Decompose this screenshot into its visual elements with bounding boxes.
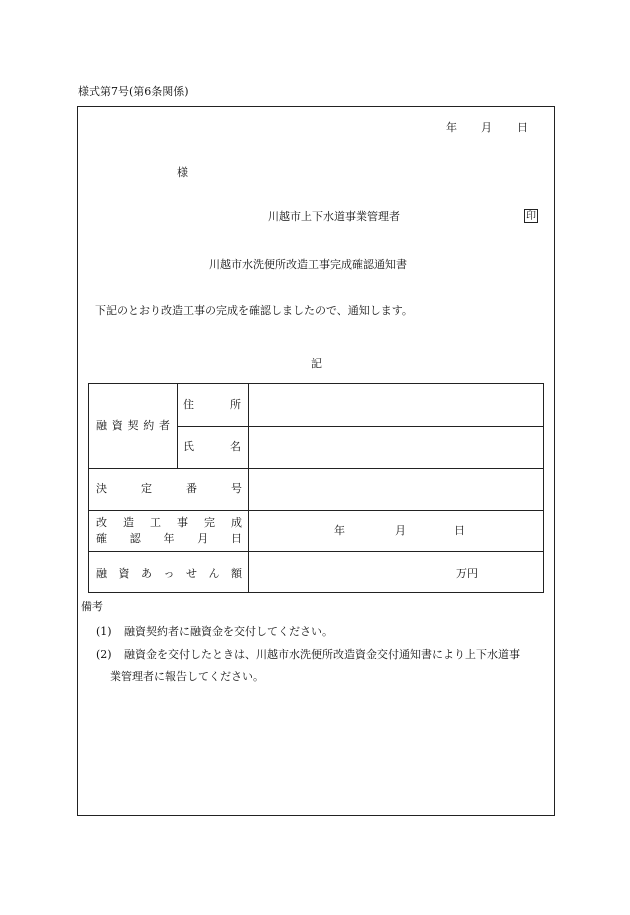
address-field[interactable] [249, 384, 543, 426]
recipient-honorific: 様 [177, 166, 188, 179]
completion-year-label: 年 [334, 524, 345, 537]
date-day-label: 日 [517, 121, 528, 134]
date-year-label: 年 [446, 121, 457, 134]
info-table [88, 383, 544, 593]
date-month-label: 月 [481, 121, 492, 134]
completion-day-label: 日 [454, 524, 465, 537]
completion-label-line2: 確 認 年 月 日 [96, 532, 242, 545]
note-text: 融資契約者に融資金を交付してください。 [124, 625, 333, 638]
name-field[interactable] [249, 427, 543, 468]
body-text: 下記のとおり改造工事の完成を確認しましたので、通知します。 [95, 304, 413, 317]
note-text-continued: 業管理者に報告してください。 [110, 670, 264, 683]
loan-amount-unit: 万円 [456, 567, 478, 580]
seal-mark: 印 [526, 211, 536, 222]
name-label: 氏 名 [183, 440, 241, 453]
note-number: (1) [96, 625, 112, 638]
completion-label-line1: 改 造 工 事 完 成 [96, 516, 242, 529]
form-number-label: 様式第7号(第6条関係) [78, 85, 189, 98]
completion-month-label: 月 [395, 524, 406, 537]
note-number: (2) [96, 648, 112, 661]
row-divider [89, 510, 543, 511]
address-label: 住 所 [183, 398, 241, 411]
issuer-name: 川越市上下水道事業管理者 [268, 210, 400, 223]
borrower-label: 融 資 契 約 者 [96, 419, 170, 432]
remarks-heading: 備考 [81, 600, 103, 613]
decision-number-field[interactable] [249, 469, 543, 510]
document-title: 川越市水洗便所改造工事完成確認通知書 [209, 258, 407, 271]
decision-number-label: 決 定 番 号 [96, 482, 242, 495]
row-divider [89, 551, 543, 552]
loan-amount-label: 融 資 あ っ せ ん 額 [96, 567, 242, 580]
ki-heading: 記 [311, 357, 322, 370]
column-divider [177, 384, 178, 468]
note-text: 融資金を交付したときは、川越市水洗便所改造資金交付通知書により上下水道事 [124, 648, 520, 661]
